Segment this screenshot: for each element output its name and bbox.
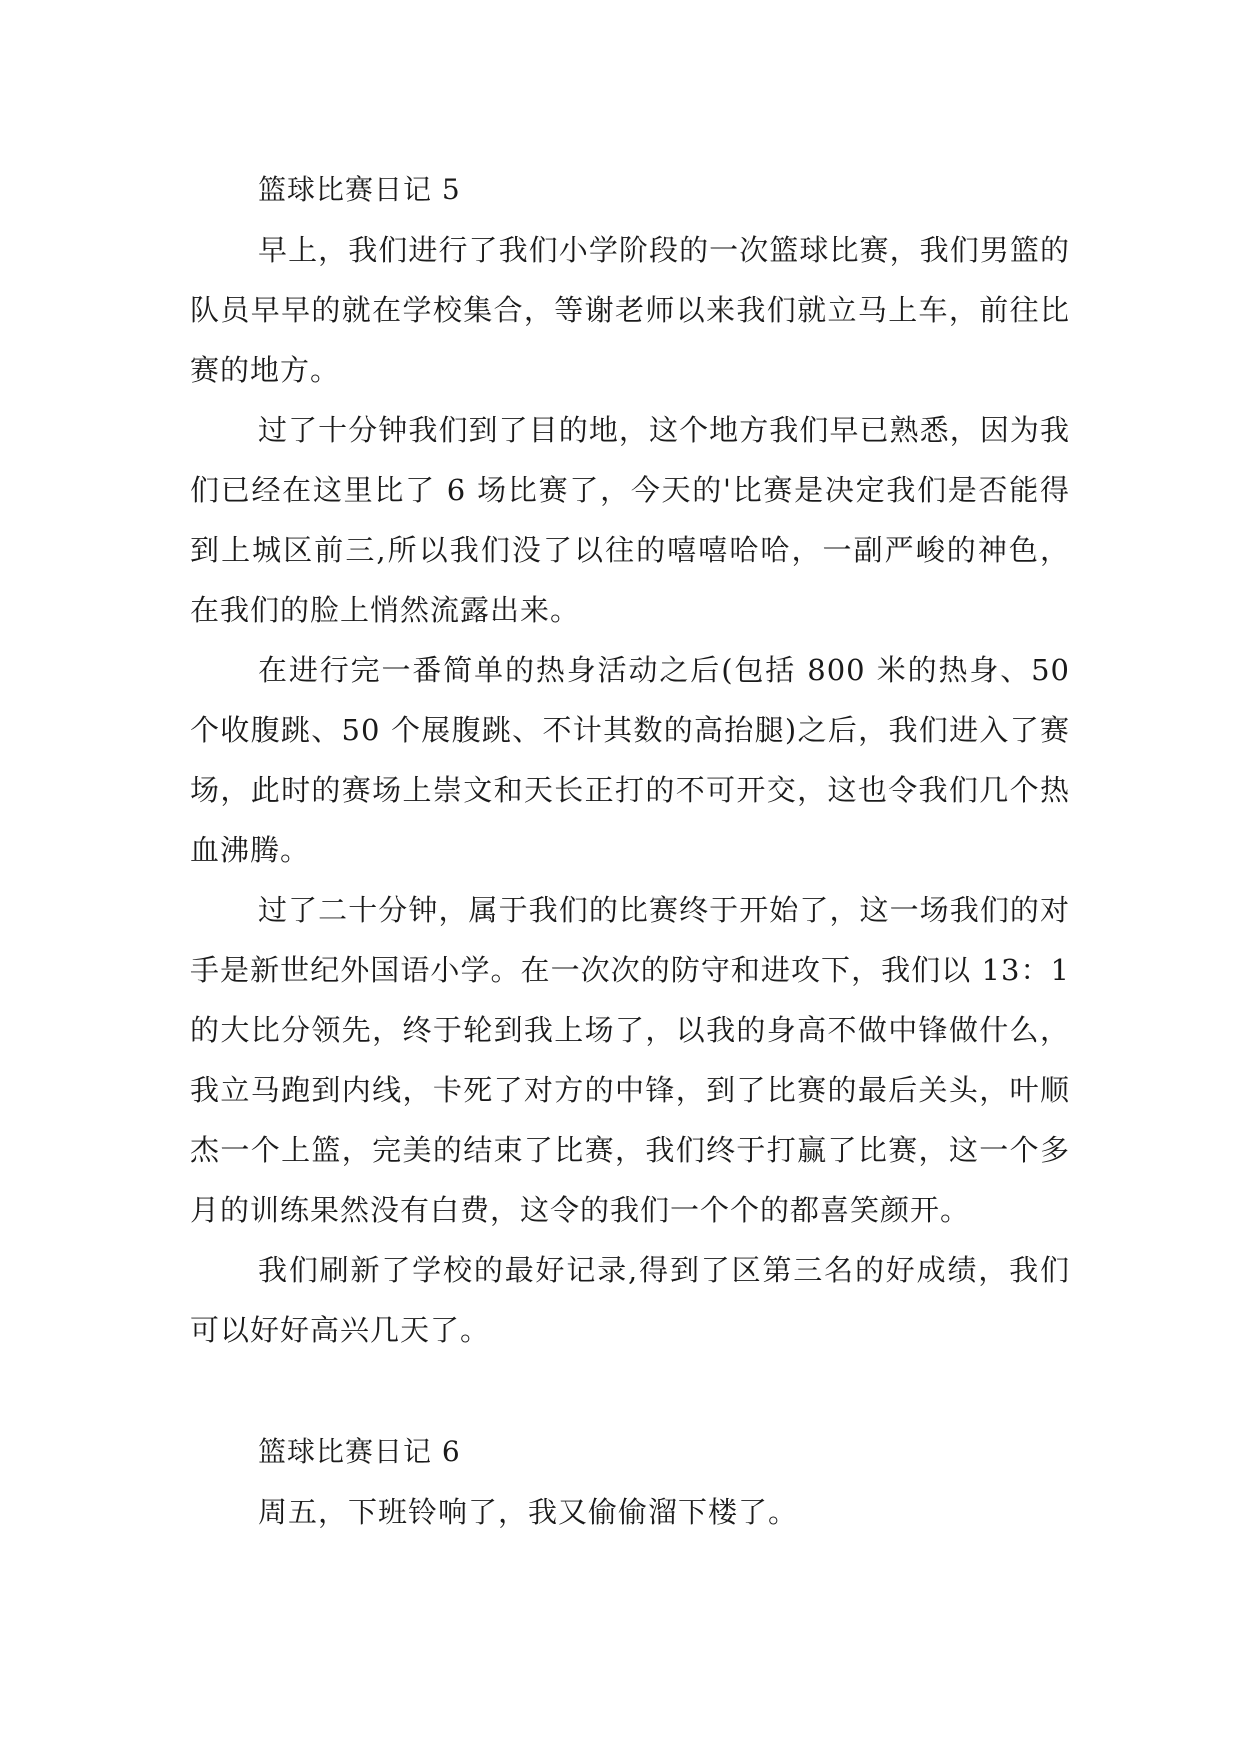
paragraph: 过了二十分钟，属于我们的比赛终于开始了，这一场我们的对手是新世纪外国语小学。在一次次的防守和进攻下，我们以 13：1 的大比分领先，终于轮到我上场了，以我的身高不做中锋做什么，我立马跑到内线，卡死了对方的中锋，到了比赛的最后关头，叶顺杰一个上篮，完美的结束了比赛，我们终于打赢了比赛，这一个多月的训练果然没有白费，这令的我们一个个的都喜笑颜开。	[190, 893, 1070, 1227]
entry-title: 篮球比赛日记 5	[258, 173, 461, 206]
entry-title: 篮球比赛日记 6	[258, 1435, 461, 1468]
paragraph: 过了十分钟我们到了目的地，这个地方我们早已熟悉，因为我们已经在这里比了 6 场比赛了，今天的'比赛是决定我们是否能得到上城区前三,所以我们没了以往的嘻嘻哈哈，一副严峻的神色，在我们的脸上悄然流露出来。	[190, 413, 1070, 627]
diary-entry-5	[190, 160, 1070, 1360]
paragraph: 周五，下班铃响了，我又偷偷溜下楼了。	[258, 1495, 799, 1529]
paragraph: 我们刷新了学校的最好记录,得到了区第三名的好成绩，我们可以好好高兴几天了。	[190, 1253, 1070, 1347]
paragraph: 早上，我们进行了我们小学阶段的一次篮球比赛，我们男篮的队员早早的就在学校集合，等谢老师以来我们就立马上车，前往比赛的地方。	[190, 233, 1070, 387]
diary-entry-6	[190, 1422, 1070, 1542]
document-body	[190, 160, 1070, 1542]
paragraph: 在进行完一番简单的热身活动之后(包括 800 米的热身、50 个收腹跳、50 个展腹跳、不计其数的高抬腿)之后，我们进入了赛场，此时的赛场上崇文和天长正打的不可开交，这也令我们几个热血沸腾。	[190, 653, 1070, 867]
